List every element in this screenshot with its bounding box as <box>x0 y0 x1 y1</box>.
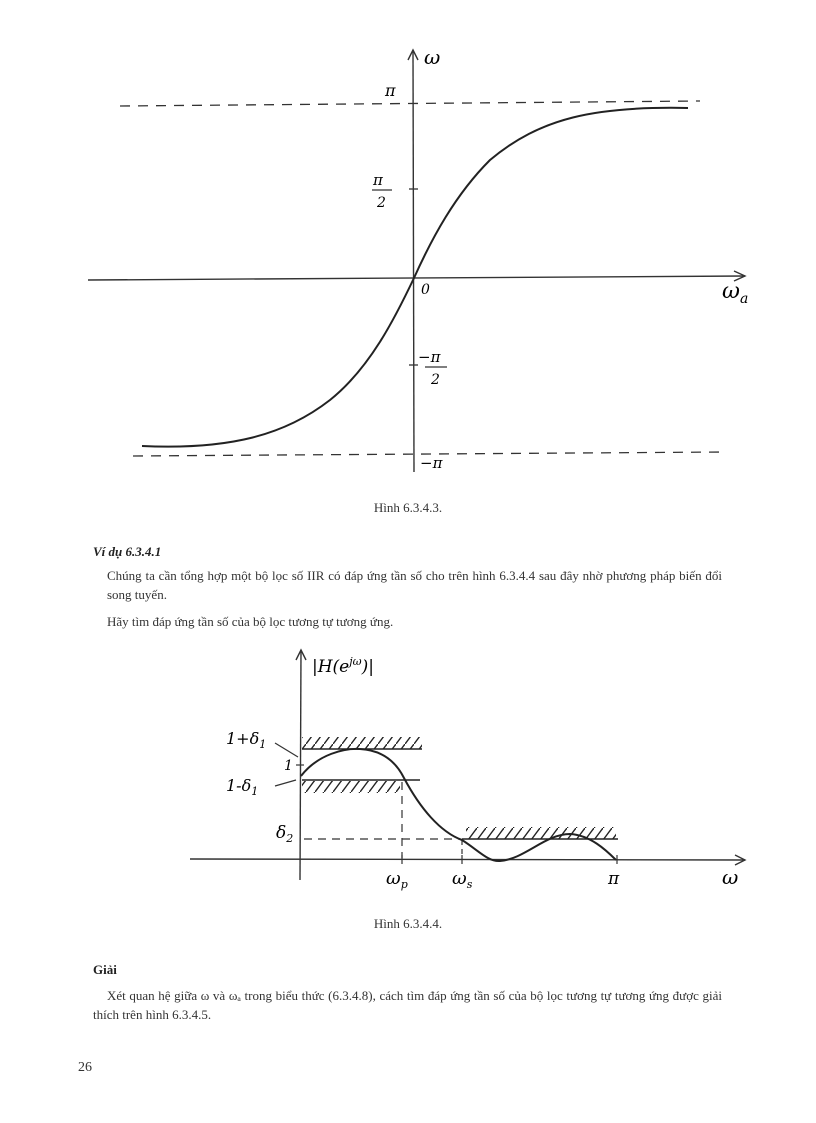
label-omega-p: $\omega_p$ <box>386 868 408 891</box>
example-heading: Ví dụ 6.3.4.1 <box>93 544 162 559</box>
tick-label-pi: π <box>385 81 396 100</box>
solution-paragraph: Xét quan hệ giữa ω và ωₐ trong biểu thức (6.3.4.8), cách tìm đáp ứng tần số của bộ lọc tương tự tương ứng được giải thích trên hình 6.3.4.5. <box>93 988 722 1022</box>
label-one: 1 <box>284 758 293 774</box>
page-number: 26 <box>78 1060 92 1075</box>
tick-label-pi-half-num: π <box>373 171 383 189</box>
example-paragraph-1: Chúng ta cần tổng hợp một bộ lọc số IIR có đáp ứng tần số cho trên hình 6.3.4.4 sau đây nhờ phương pháp biến đổi song tuyến. <box>107 568 722 602</box>
x-axis-label: ω <box>722 865 739 889</box>
x-axis <box>190 859 745 860</box>
leader-1-plus-delta1 <box>275 743 298 757</box>
origin-label: 0 <box>421 282 430 298</box>
leader-1-minus-delta1 <box>275 780 296 786</box>
label-pi: π <box>608 869 620 889</box>
y-axis <box>413 50 414 472</box>
asymptote-pi <box>120 101 700 106</box>
lower-passband-hatch <box>302 781 400 793</box>
example-paragraph-2: Hãy tìm đáp ứng tần số của bộ lọc tương tự tương ứng. <box>107 614 394 629</box>
figure-6-3-4-3 <box>0 0 816 490</box>
y-axis-label: $|H(e^{j\omega})|$ <box>312 655 375 677</box>
y-axis-label: ω <box>424 45 441 69</box>
tick-label-neg-pi: −π <box>420 454 443 472</box>
figure-caption-1: Hình 6.3.4.3. <box>373 500 443 515</box>
figure-6-3-4-4 <box>0 630 816 895</box>
label-omega-s: $\omega_s$ <box>452 868 473 891</box>
label-1-minus-delta1: $1-\delta_1$ <box>226 776 259 798</box>
tick-label-pi-half-den: 2 <box>377 195 386 211</box>
stopband-hatch <box>466 827 616 839</box>
label-1-plus-delta1: $1+\delta_1$ <box>226 729 267 751</box>
solution-heading: Giải <box>93 962 117 977</box>
upper-passband-hatch <box>302 737 422 749</box>
figure-caption-2: Hình 6.3.4.4. <box>373 916 443 931</box>
tick-label-neg-pi-half-num: −π <box>418 348 441 366</box>
x-axis-label: $\omega_a$ <box>722 279 749 307</box>
tick-label-neg-pi-half-den: 2 <box>431 372 440 388</box>
x-axis <box>88 276 745 280</box>
magnitude-response-curve <box>301 749 616 861</box>
label-delta2: $\delta_2$ <box>276 823 294 845</box>
